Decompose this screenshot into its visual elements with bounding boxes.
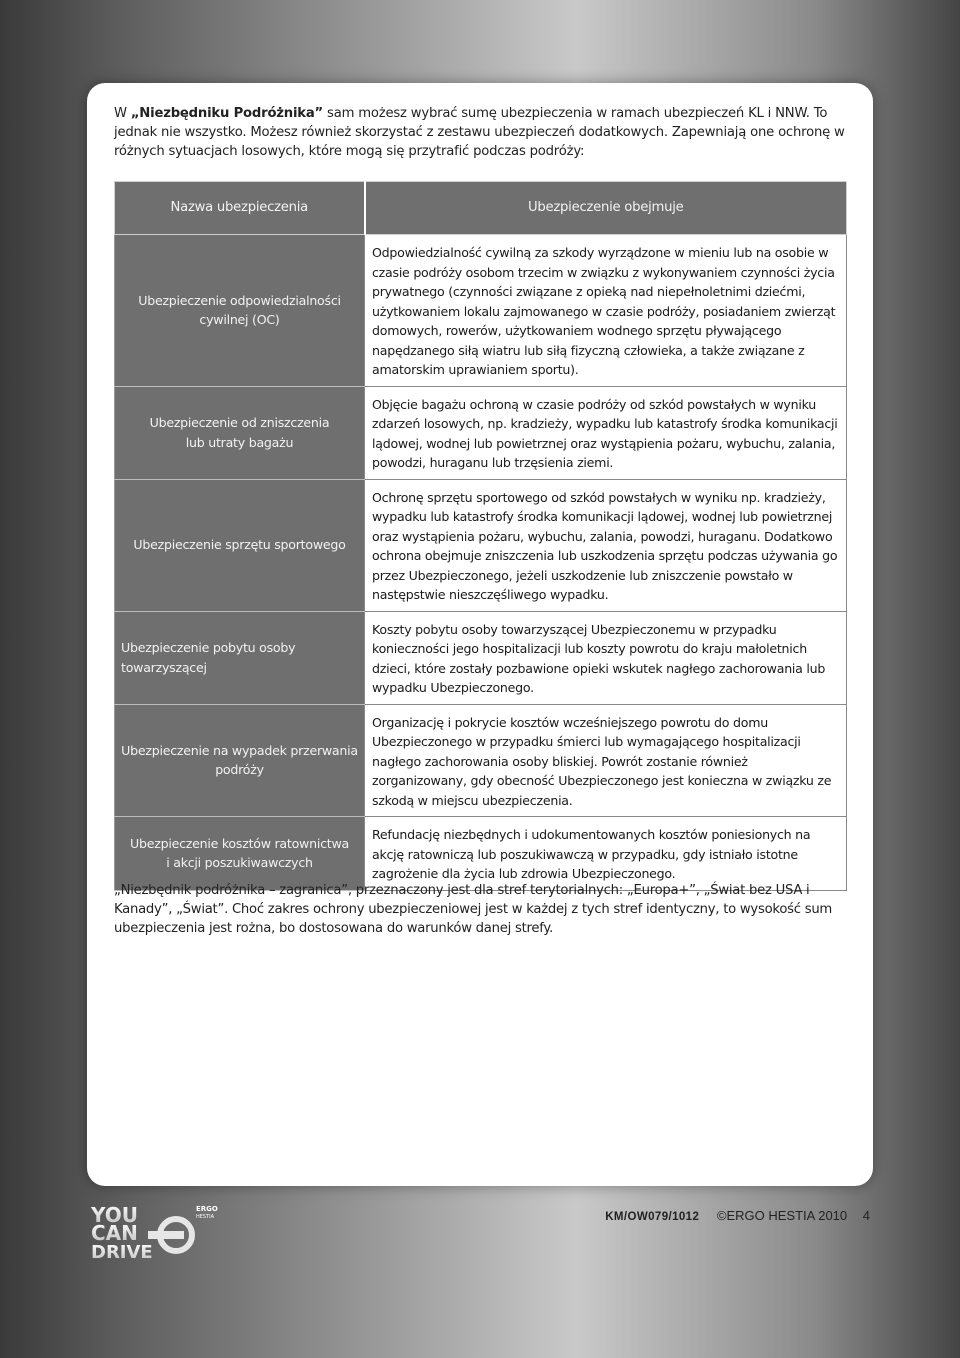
row-insurance-name: Ubezpieczenie odpowiedzialności cywilnej (OC) — [115, 235, 365, 387]
row-insurance-name: Ubezpieczenie kosztów ratownictwa i akcji poszukiwawczych — [115, 817, 365, 891]
intro-text-rest: sam możesz wybrać sumę ubezpieczenia w ramach ubezpieczeń KL i NNW. To jednak nie wszystko. Możesz również skorzystać z zestawu ubezpieczeń dodatkowych. Zapewniają one ochronę w różnych sytuacjach losowych, które mogą się przytrafić podczas podróży: — [114, 106, 845, 159]
page-footer — [605, 1208, 870, 1223]
logo-line-drive: DRIVE — [91, 1242, 153, 1262]
table-row — [115, 817, 847, 891]
page-number: 4 — [862, 1208, 870, 1223]
intro-paragraph — [114, 104, 854, 161]
table-row — [115, 235, 847, 387]
row-insurance-name: Ubezpieczenie pobytu osoby towarzyszącej — [115, 611, 365, 704]
logo-brand-hestia: HESTIA — [196, 1214, 215, 1220]
row-insurance-name: Ubezpieczenie sprzętu sportowego — [115, 479, 365, 611]
you-can-drive-logo — [88, 1200, 218, 1262]
row-coverage-description: Koszty pobytu osoby towarzyszącej Ubezpieczonemu w przypadku konieczności jego hospitalizacji lub koszty powrotu do kraju małoletnich dzieci, które zostały pozbawione opieki wskutek nagłego zachorowania lub wypadku Ubezpieczonego. — [365, 611, 847, 704]
header-coverage: Ubezpieczenie obejmuje — [365, 182, 847, 235]
logo-bar-icon — [148, 1231, 184, 1239]
table-row — [115, 704, 847, 817]
table-row — [115, 611, 847, 704]
logo-line-you: YOU — [91, 1203, 139, 1227]
row-coverage-description: Refundację niezbędnych i udokumentowanych kosztów poniesionych na akcję ratowniczą lub poszukiwawczą w przypadku, gdy istniało istotne zagrożenie dla życia lub zdrowia Ubezpieczonego. — [365, 817, 847, 891]
product-name: „Niezbędniku Podróżnika” — [130, 106, 324, 121]
document-code: KM/OW079/1012 — [605, 1211, 700, 1223]
row-insurance-name: Ubezpieczenie na wypadek przerwania podróży — [115, 704, 365, 817]
header-insurance-name: Nazwa ubezpieczenia — [115, 182, 365, 235]
table-row — [115, 386, 847, 479]
table-row — [115, 479, 847, 611]
insurance-table — [114, 181, 847, 891]
zones-paragraph: „Niezbędnik podróżnika – zagranica”, przeznaczony jest dla stref terytorialnych: „Europa+”, „Świat bez USA i Kanady”, „Świat”. Choć zakres ochrony ubezpieczeniowej jest w każdej z tych stref identyczny, to wysokość sum ubezpieczenia jest rożna, bo dostosowana do warunków danej strefy. — [114, 883, 833, 936]
logo-brand-ergo: ERGO — [196, 1205, 218, 1213]
row-coverage-description: Objęcie bagażu ochroną w czasie podróży od szkód powstałych w wyniku zdarzeń losowych, np. kradzieży, wypadku lub katastrofy środka komunikacji lądowej, wodnej lub powietrznej oraz wystąpienia pożaru, wybuchu, zalania, powodzi, huraganu lub trzęsienia ziemi. — [365, 386, 847, 479]
copyright: ©ERGO HESTIA 2010 — [716, 1208, 848, 1223]
logo-line-can: CAN — [91, 1221, 138, 1245]
table-header-row — [115, 182, 847, 235]
row-coverage-description: Odpowiedzialność cywilną za szkody wyrządzone w mieniu lub na osobie w czasie podróży osobom trzecim w związku z wykonywaniem czynności życia prywatnego (czynności związane z opieką nad niepełnoletnimi dziećmi, użytkowaniem lokalu zajmowanego w czasie podróży, posiadaniem zwierząt domowych, rowerów, użytkowaniem wodnego sprzętu pływającego napędzanego siłą wiatru lub siłą fizyczną człowieka, a także związane z amatorskim uprawianiem sportu). — [365, 235, 847, 387]
row-coverage-description: Ochronę sprzętu sportowego od szkód powstałych w wyniku np. kradzieży, wypadku lub katastrofy środka komunikacji lądowej, wodnej lub powietrznej oraz wystąpienia pożaru, wybuchu, zalania, powodzi, huraganu. Dodatkowo ochrona obejmuje zniszczenia lub uszkodzenia sprzętu podczas używania go przez Ubezpieczonego, jeżeli uszkodzenie lub zniszczenie powstało w następstwie nieszczęśliwego wypadku. — [365, 479, 847, 611]
intro-text-start: W — [114, 106, 131, 121]
row-coverage-description: Organizację i pokrycie kosztów wcześniejszego powrotu do domu Ubezpieczonego w przypadku śmierci lub wymagającego hospitalizacji nagłego zachorowania osoby bliskiej. Powrót zostanie również zorganizowany, gdy obecność Ubezpieczonego jest konieczna w związku ze szkodą w miejscu ubezpieczenia. — [365, 704, 847, 817]
row-insurance-name: Ubezpieczenie od zniszczenia lub utraty bagażu — [115, 386, 365, 479]
